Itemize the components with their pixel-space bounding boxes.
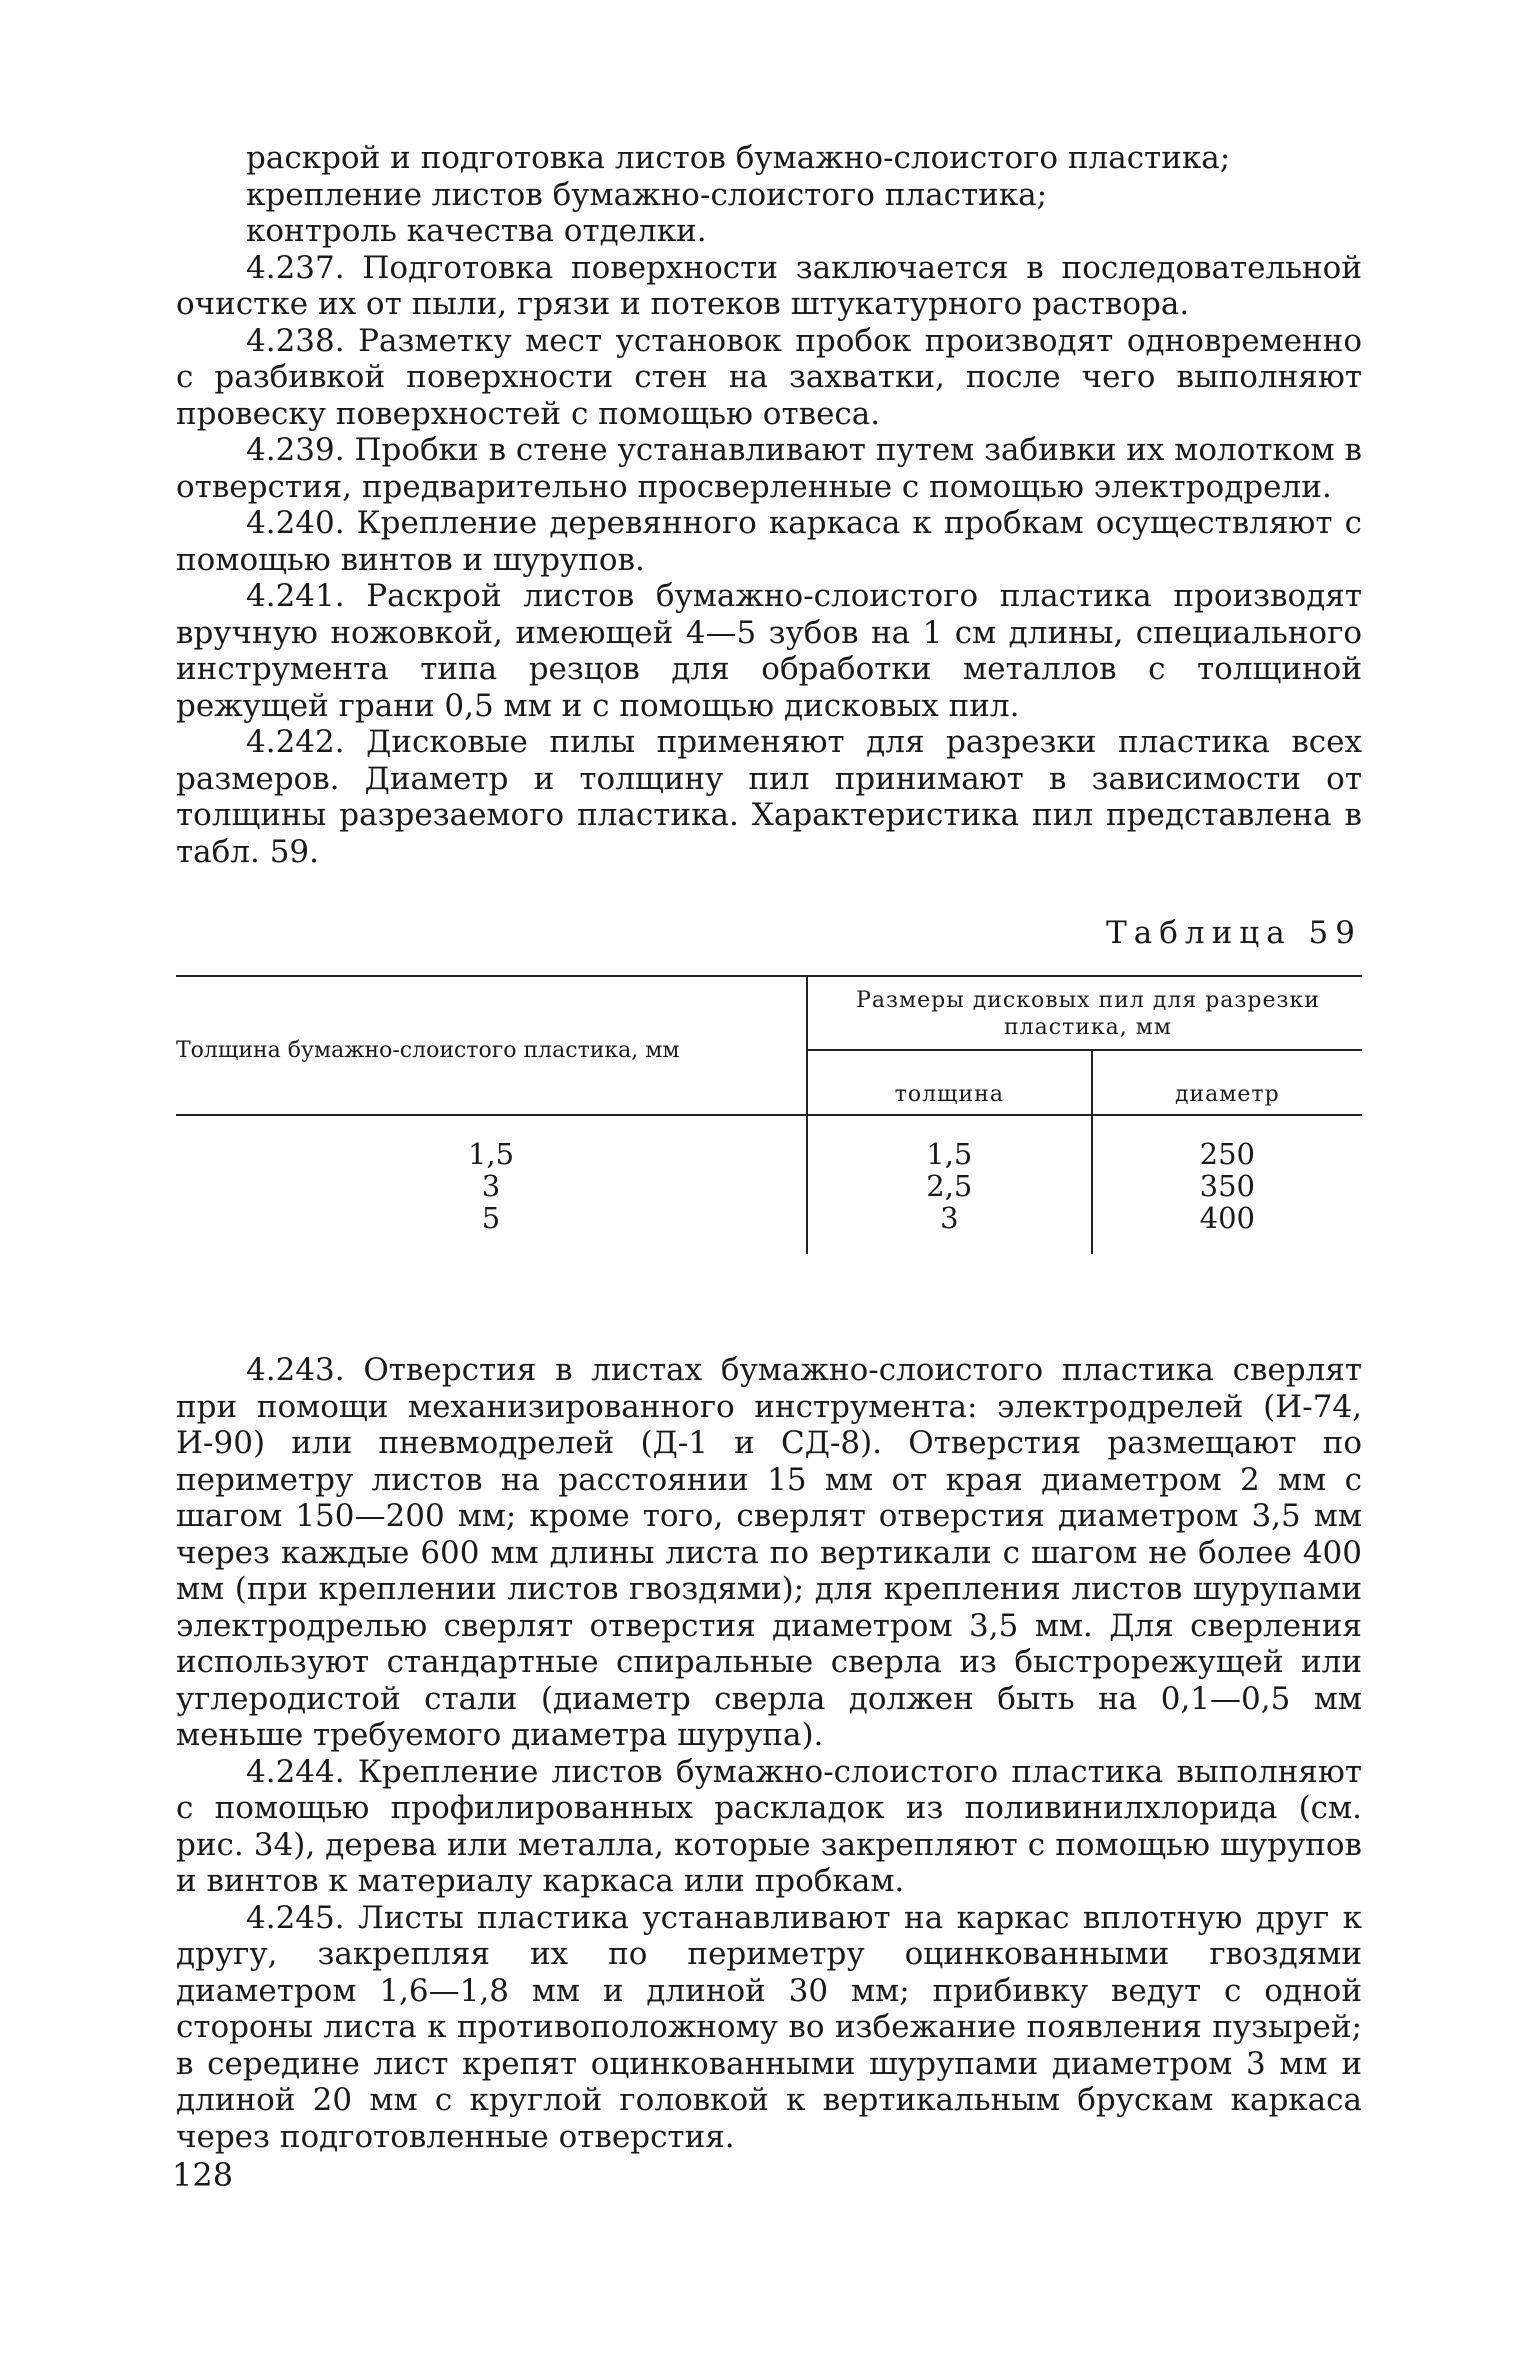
table-cell: 5 [481,1201,501,1235]
column-header-saw-thickness: толщина [807,1050,1092,1115]
table-cell: 250 [1199,1137,1255,1171]
text-before-table [176,140,1362,870]
work-list-item: крепление листов бумажно-слоистого пластика; [246,176,1048,213]
text-after-table [176,1352,1362,2155]
table-cell: 1,5 [926,1137,973,1171]
column-header-saw-diameter: диаметр [1092,1050,1362,1115]
saw-thickness-cell [807,1115,1092,1254]
work-list [176,140,1362,250]
column-header-plastic-thickness: Толщина бумажно-слоистого пластика, мм [176,1038,680,1063]
paragraph-4-242: 4.242. Дисковые пилы применяют для разрезки пластика всех размеров. Диаметр и толщину пил принимают в зависимости от толщины разрезаемого пластика. Характеристика пил представлена в табл. 59. [176,724,1362,870]
table-cell: 3 [940,1201,959,1235]
paragraph-4-239: 4.239. Пробки в стене устанавливают путем забивки их молотком в отверстия, предварительно просверленные с помощью электродрели. [176,432,1362,505]
column-group-header-saw-sizes: Размеры дисковых пил для разрезки пластика, мм [807,976,1362,1050]
table-caption: Таблица 59 [1106,915,1362,951]
paragraph-4-245: 4.245. Листы пластика устанавливают на каркас вплотную друг к другу, закрепляя их по периметру оцинкованными гвоздями диаметром 1,6—1,8 мм и длиной 30 мм; прибивку ведут с одной стороны листа к противоположному во избежание появления пузырей; в середине лист крепят оцинкованными шурупами диаметром 3 мм и длиной 20 мм с круглой головкой к вертикальным брускам каркаса через подготовленные отверстия. [176,1899,1362,2155]
work-list-item: раскрой и подготовка листов бумажно-слоистого пластика; [246,140,1231,176]
plastic-thickness-cell [176,1115,807,1254]
paragraph-4-238: 4.238. Разметку мест установок пробок производят одновременно с разбивкой поверхности стен на захватки, после чего выполняют провеску поверхностей с помощью отвеса. [176,322,1362,432]
table-cell: 3 [481,1169,501,1203]
table-cell: 400 [1199,1201,1255,1235]
table-data-block [176,1115,1362,1254]
paragraph-4-237: 4.237. Подготовка поверхности заключается в последовательной очистке их от пыли, грязи и потеков штукатурного раствора. [176,249,1362,322]
paragraph-4-240: 4.240. Крепление деревянного каркаса к пробкам осуществляют с помощью винтов и шурупов. [176,505,1362,578]
table-cell: 1,5 [467,1137,515,1171]
paragraph-4-244: 4.244. Крепление листов бумажно-слоистого пластика выполняют с помощью профилированных раскладок из поливинилхлорида (см. рис. 34), дерева или металла, которые закрепляют с помощью шурупов и винтов к материалу каркаса или пробкам. [176,1753,1362,1899]
saw-diameter-cell [1092,1115,1362,1254]
page-number: 128 [172,2156,234,2194]
work-list-item: контроль качества отделки. [246,213,707,249]
table-cell: 350 [1199,1169,1255,1203]
paragraph-4-243: 4.243. Отверстия в листах бумажно-слоистого пластика сверлят при помощи механизированного инструмента: электродрелей (И-74, И-90) или пневмодрелей (Д-1 и СД-8). Отверстия размещают по периметру листов на расстоянии 15 мм от края диаметром 2 мм с шагом 150—200 мм; кроме того, сверлят отверстия диаметром 3,5 мм через каждые 600 мм длины листа по вертикали с шагом не более 400 мм (при креплении листов гвоздями); для крепления листов шурупами электродрелью сверлят отверстия диаметром 3,5 мм. Для сверления используют стандартные спиральные сверла из быстрорежущей или углеродистой стали (диаметр сверла должен быть на 0,1—0,5 мм меньше требуемого диаметра шурупа). [176,1352,1362,1753]
saw-size-table [176,975,1362,1254]
table-cell: 2,5 [926,1169,973,1203]
paragraph-4-241: 4.241. Раскрой листов бумажно-слоистого пластика производят вручную ножовкой, имеющей 4—5 зубов на 1 см длины, специального инструмента типа резцов для обработки металлов с толщиной режущей грани 0,5 мм и с помощью дисковых пил. [176,578,1362,724]
